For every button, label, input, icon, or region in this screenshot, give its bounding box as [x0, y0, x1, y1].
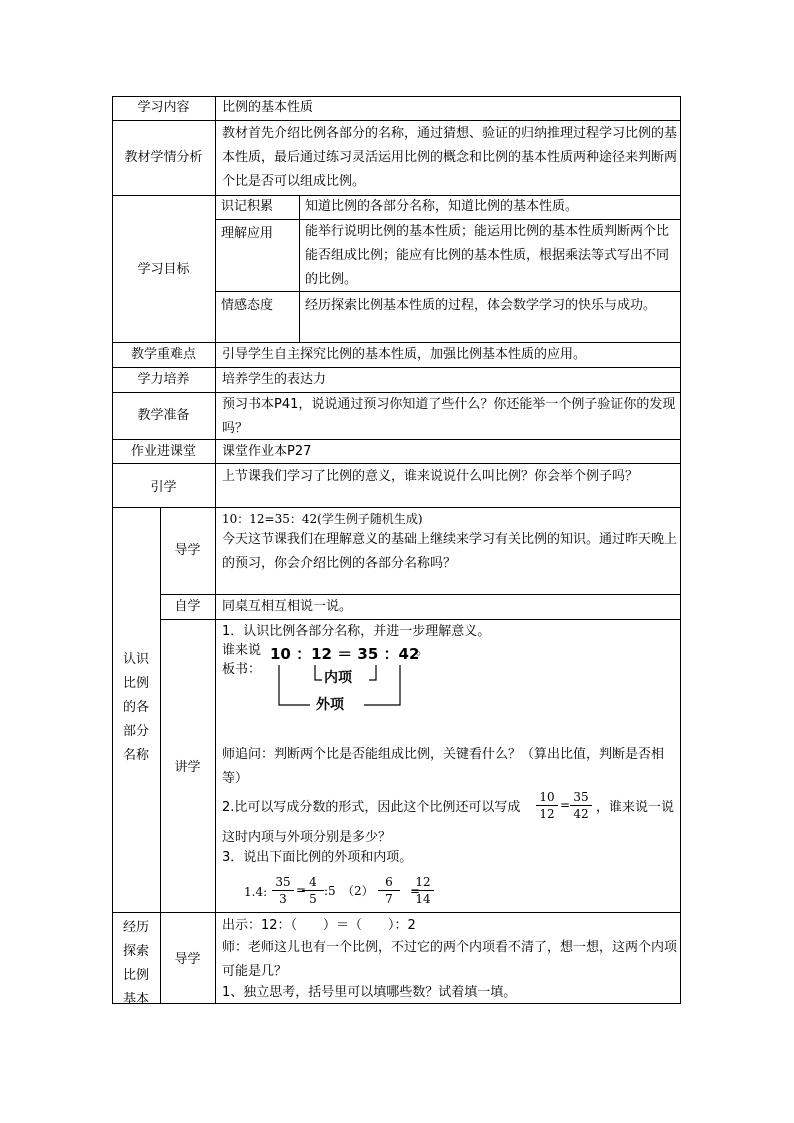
section1-guide-line1: 10：12=35：42(学生例子随机生成): [222, 512, 423, 526]
exercise1-fraction-b: [302, 874, 324, 907]
exercise1-tail: :5: [324, 884, 336, 898]
exercise2-fraction-a: [378, 874, 400, 907]
label-homework: 作业进课堂: [130, 444, 196, 459]
lesson-plan-table: [112, 96, 681, 1007]
value-prep: 预习书本P41，说说通过预习你知道了些什么？你还能举一个例子验证你的发现吗？: [222, 397, 676, 436]
value-ability: 培养学生的表达力: [222, 372, 327, 387]
value-intro: 上节课我们学习了比例的意义，谁来说说什么叫比例？你会举个例子吗？: [222, 469, 639, 484]
equals-sign: =: [560, 798, 571, 812]
section2-label: 经历探索比例基本: [122, 920, 149, 1007]
section2-guide-label: 导学: [174, 952, 201, 967]
objective-key-3: 情感态度: [221, 298, 274, 313]
exercise2-fraction-a-denominator: 7: [385, 892, 393, 906]
lecture-p1: 1．认识比例各部分名称，并进一步理解意义。: [222, 624, 491, 639]
inner-bracket-right: [369, 665, 376, 680]
exercise2-fraction-b-denominator: 14: [415, 892, 431, 906]
fraction-10-12: [536, 789, 558, 822]
lecture-p2-b: ，谁来说一说: [596, 800, 675, 815]
exercise1-fraction-b-denominator: 5: [309, 892, 317, 906]
label-key-points: 教学重难点: [130, 347, 196, 362]
value-key-points: 引导学生自主探究比例的基本性质，加强比例基本性质的应用。: [222, 347, 587, 362]
exercise1-fraction-a-denominator: 3: [279, 892, 287, 906]
inner-bracket-left: [315, 665, 322, 680]
label-analysis: 教材学情分析: [124, 150, 203, 165]
lecture-period: 。: [416, 643, 430, 658]
fraction-35-42-denominator: 42: [573, 807, 589, 821]
label-prep: 教学准备: [137, 408, 190, 423]
section2-guide-line2: 师：老师这儿也有一个比例，不过它的两个内项看不清了，想一想，这两个内项可能是几？: [222, 940, 678, 979]
exercise1-equals: =: [296, 883, 307, 897]
label-content: 学习内容: [137, 100, 190, 115]
lecture-question: 师追问：判断两个比是否能组成比例，关键看什么？（算出比值，判断是否相等）: [222, 747, 665, 786]
exercise2-fraction-b: [412, 874, 434, 907]
objective-key-2: 理解应用: [221, 226, 274, 241]
label-ability: 学力培养: [137, 372, 190, 387]
exercise1-fraction-a: [272, 874, 294, 907]
fraction-10-12-numerator: 10: [536, 789, 558, 806]
section1-lecture-label: 讲学: [174, 760, 201, 775]
objective-key-1: 识记积累: [221, 199, 274, 214]
label-intro: 引学: [150, 480, 177, 495]
exercise1-fraction-b-numerator: 4: [302, 874, 324, 891]
value-content: 比例的基本性质: [222, 100, 314, 115]
outer-term-label: 外项: [316, 697, 344, 713]
inner-term-label: 内项: [324, 670, 352, 686]
label-objectives: 学习目标: [137, 262, 190, 277]
outer-bracket-left: [279, 665, 310, 705]
objective-value-3: 经历探索比例基本性质的过程，体会数学学习的快乐与成功。: [305, 298, 657, 313]
fraction-35-42: [570, 789, 592, 822]
exercise2-prefix: （2）: [342, 884, 374, 898]
exercise2-fraction-b-numerator: 12: [412, 874, 434, 891]
lecture-board: 板书：: [222, 662, 262, 677]
section1-guide-line2: 今天这节课我们在理解意义的基础上继续来学习有关比例的知识。通过昨天晚上的预习，你会介绍比例的各部分名称吗？: [222, 532, 678, 571]
lecture-p3: 3．说出下面比例的外项和内项。: [222, 850, 413, 865]
exercise2-equals: =: [410, 884, 421, 898]
lecture-p2-a: 2.比可以写成分数的形式，因此这个比例还可以写成: [222, 800, 521, 815]
exercise2-fraction-a-numerator: 6: [378, 874, 400, 891]
lecture-who-says: 谁来说: [222, 643, 262, 658]
value-homework: 课堂作业本P27: [222, 444, 312, 459]
section2-guide-line1: 出示：12：（ ）＝（ ）：2: [222, 918, 416, 933]
fraction-10-12-denominator: 12: [539, 807, 555, 821]
section1-label: 认识比例的各部分名称: [122, 652, 149, 763]
objective-value-2: 能举行说明比例的基本性质；能运用比例的基本性质判断两个比能否组成比例；能应有比例的基本性质，根据乘法等式写出不同的比例。: [305, 224, 670, 287]
lecture-ratio: 10 ：12 ＝ 35 ：42: [270, 645, 420, 663]
exercise1-fraction-a-numerator: 35: [272, 874, 294, 891]
objective-value-1: 知道比例的各部分名称，知道比例的基本性质。: [305, 199, 579, 214]
exercise1-prefix: 1.4:: [244, 885, 268, 899]
fraction-35-42-numerator: 35: [570, 789, 592, 806]
value-analysis: 教材首先介绍比例各部分的名称，通过猜想、验证的归纳推理过程学习比例的基本性质，最后通过练习灵活运用比例的概念和比例的基本性质两种途径来判断两个比是否可以组成比例。: [222, 126, 678, 189]
lecture-p2-c: 这时内项与外项分别是多少？: [222, 830, 392, 845]
outer-bracket-right: [364, 665, 400, 705]
section1-self-value: 同桌互相互相说一说。: [222, 599, 353, 614]
section1-self-label: 自学: [174, 599, 201, 614]
section1-guide-label: 导学: [174, 543, 201, 558]
section2-guide-line3: 1、独立思考，括号里可以填哪些数？试着填一填。: [222, 985, 517, 1000]
